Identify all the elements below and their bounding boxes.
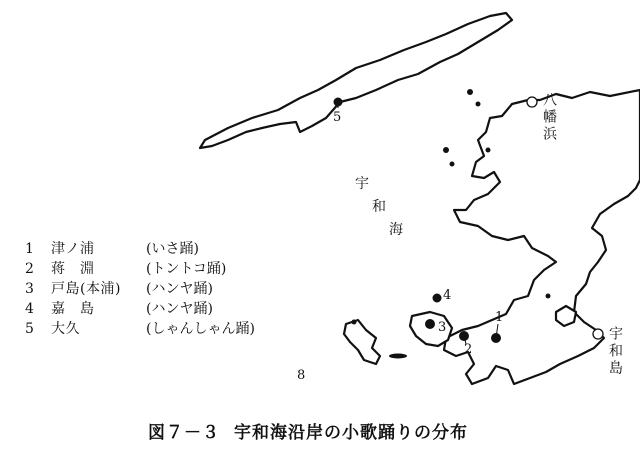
legend-row [25,259,255,279]
town-marker-yawatahama [527,97,537,107]
legend-dance: (しゃんしゃん踊) [146,321,255,337]
site-number-1: 1 [495,310,504,325]
legend-place: 戸島(本浦) [51,281,121,297]
legend-dance: (ハンヤ踊) [146,301,213,317]
islet [450,162,455,167]
legend-place: 津ノ浦 [51,241,95,257]
figure-caption [148,418,468,443]
legend-place: 蒋 淵 [51,261,95,277]
legend-number: 1 [25,241,34,257]
legend-dance: (いさ踊) [146,241,199,257]
site-4-kashima [433,294,442,303]
legend-row [25,279,255,299]
legend-dance: (ハンヤ踊) [146,281,213,297]
legend-dance: (トントコ踊) [146,261,227,277]
legend [25,239,255,339]
town-label-uwajima: 宇和島 [607,326,623,377]
figure-number: 図７－３ [148,423,220,443]
sadamisaki-peninsula [200,13,512,148]
legend-number: 4 [25,301,34,317]
legend-row [25,299,255,319]
site-number-5: 5 [333,110,342,125]
legend-place: 嘉 島 [51,301,95,317]
legend-row [25,319,255,339]
site-number-3: 3 [438,320,447,335]
town-marker-uwajima [593,329,603,339]
town-label-yawatahama: 八幡浜 [541,92,557,143]
small-island-east [556,306,576,326]
islet [443,147,449,153]
sea-label-char: 宇 [355,176,369,192]
site-number-4: 4 [443,288,452,303]
legend-number: 2 [25,261,34,277]
site-3-toshima [425,319,435,329]
western-islands [344,320,380,364]
islet [546,294,551,299]
legend-row [25,239,255,259]
islet [486,148,491,153]
sea-label-char: 海 [389,222,403,238]
site-number-2: 2 [464,342,473,357]
figure-title: 宇和海沿岸の小歌踊りの分布 [234,423,468,443]
legend-place: 大久 [51,321,80,337]
legend-number: 5 [25,321,34,337]
sea-label-char: 和 [372,199,386,215]
islet [467,89,473,95]
islet [389,354,407,359]
legend-number: 3 [25,281,34,297]
page-number: 8 [297,368,306,383]
islet [476,102,481,107]
islet [352,320,357,325]
